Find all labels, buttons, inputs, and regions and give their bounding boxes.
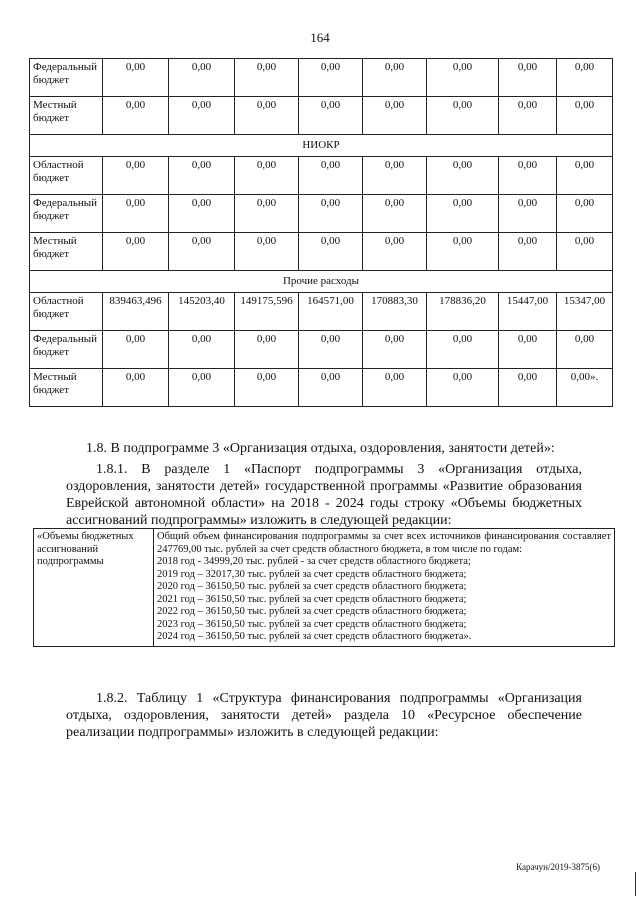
table-cell: 178836,20 (427, 293, 499, 331)
row-label: Федеральный бюджет (30, 59, 103, 97)
table-cell: 0,00 (499, 331, 557, 369)
table-cell: 0,00 (363, 59, 427, 97)
table-cell: 0,00 (235, 59, 299, 97)
table-cell: 0,00 (557, 157, 613, 195)
table-cell: 0,00 (103, 157, 169, 195)
table-cell: 0,00 (299, 233, 363, 271)
table-cell: 0,00 (557, 59, 613, 97)
volume-label: «Объемы бюджетных ассигнований подпрограммы (34, 529, 154, 647)
section-header: Прочие расходы (30, 271, 613, 293)
scan-edge-mark (635, 872, 636, 896)
table-cell: 0,00 (427, 233, 499, 271)
table-cell: 0,00 (363, 157, 427, 195)
year-line: 2018 год - 34999,20 тыс. рублей - за счет средств областного бюджета; (157, 556, 471, 567)
section-niokr (30, 135, 613, 157)
table-cell: 0,00 (169, 233, 235, 271)
table-cell: 0,00 (235, 369, 299, 407)
row-label: Областной бюджет (30, 157, 103, 195)
volume-intro: Общий объем финансирования подпрограммы за счет всех источников финансирования составляет 247769,00 тыс. рублей за счет средств областного бюджета, в том числе по годам: (157, 531, 611, 555)
table-cell: 164571,00 (299, 293, 363, 331)
volume-table (33, 528, 615, 647)
table-cell: 0,00 (299, 97, 363, 135)
row-label: Федеральный бюджет (30, 195, 103, 233)
section-other-expenses (30, 271, 613, 293)
volume-row (34, 529, 615, 647)
table-cell: 0,00 (169, 369, 235, 407)
table-cell: 0,00 (103, 233, 169, 271)
table-cell: 0,00 (557, 331, 613, 369)
table-cell: 0,00 (499, 195, 557, 233)
table-row (30, 195, 613, 233)
table-cell: 0,00 (103, 59, 169, 97)
table-cell: 0,00 (299, 195, 363, 233)
table-cell: 0,00 (427, 157, 499, 195)
page-number: 164 (310, 30, 330, 45)
row-label: Областной бюджет (30, 293, 103, 331)
table-cell: 0,00 (363, 369, 427, 407)
table-cell: 0,00 (235, 331, 299, 369)
table-cell: 0,00 (557, 233, 613, 271)
paragraph-1-8-2: 1.8.2. Таблицу 1 «Структура финансирования подпрограммы «Организация отдыха, оздоровления, занятости детей» раздела 10 «Ресурсное обеспечение реализации подпрограммы» изложить в следующей редакции: (66, 691, 582, 740)
year-line: 2022 год – 36150,50 тыс. рублей за счет средств областного бюджета; (157, 606, 467, 617)
table-cell: 0,00 (499, 233, 557, 271)
table-cell: 0,00 (299, 157, 363, 195)
table-cell: 0,00 (235, 233, 299, 271)
table-cell: 0,00 (235, 195, 299, 233)
table-cell: 0,00 (363, 233, 427, 271)
table-cell: 0,00 (103, 369, 169, 407)
year-line: 2019 год – 32017,30 тыс. рублей за счет средств областного бюджета; (157, 568, 467, 580)
table-cell: 0,00 (299, 59, 363, 97)
budget-table (29, 58, 613, 407)
year-line: 2020 год – 36150,50 тыс. рублей за счет средств областного бюджета; (157, 581, 467, 592)
table-cell: 15447,00 (499, 293, 557, 331)
table-cell: 0,00 (499, 369, 557, 407)
table-cell: 15347,00 (557, 293, 613, 331)
year-line: 2024 год – 36150,50 тыс. рублей за счет средств областного бюджета». (157, 631, 472, 642)
volume-years (157, 556, 611, 644)
table-cell: 0,00 (499, 97, 557, 135)
paragraph-1-8: 1.8. В подпрограмме 3 «Организация отдыха, оздоровления, занятости детей»: (86, 441, 555, 456)
table-cell: 0,00 (363, 331, 427, 369)
table-row (30, 157, 613, 195)
year-line: 2023 год – 36150,50 тыс. рублей за счет средств областного бюджета; (157, 618, 467, 630)
table-cell: 0,00 (235, 157, 299, 195)
table-cell: 0,00 (363, 195, 427, 233)
table-cell: 149175,596 (235, 293, 299, 331)
table-cell: 145203,40 (169, 293, 235, 331)
row-label: Местный бюджет (30, 97, 103, 135)
footer-code: Карачун/2019-3875(6) (516, 862, 600, 872)
table-cell: 0,00 (499, 157, 557, 195)
table-cell: 0,00 (427, 195, 499, 233)
paragraph-1-8-1: 1.8.1. В разделе 1 «Паспорт подпрограммы 3 «Организация отдыха, оздоровления, занятости детей» государственной программы «Развитие образования Еврейской автономной области» на 2018 - 2024 годы строку «Объемы бюджетных ассигнований подпрограммы» изложить в следующей редакции: (66, 462, 582, 528)
table-row (30, 293, 613, 331)
row-label: Федеральный бюджет (30, 331, 103, 369)
table-cell: 0,00 (103, 331, 169, 369)
table-cell: 0,00 (427, 97, 499, 135)
row-label: Местный бюджет (30, 233, 103, 271)
table-cell: 0,00 (103, 195, 169, 233)
table-cell: 0,00 (427, 369, 499, 407)
year-line: 2021 год – 36150,50 тыс. рублей за счет средств областного бюджета; (157, 593, 467, 605)
table-cell: 839463,496 (103, 293, 169, 331)
table-row (30, 59, 613, 97)
table-row (30, 369, 613, 407)
table-cell: 0,00 (363, 97, 427, 135)
table-cell: 0,00 (169, 59, 235, 97)
table-cell: 170883,30 (363, 293, 427, 331)
table-row (30, 331, 613, 369)
table-cell: 0,00 (499, 59, 557, 97)
table-row (30, 97, 613, 135)
section-header: НИОКР (30, 135, 613, 157)
table-cell: 0,00 (169, 97, 235, 135)
table-cell: 0,00 (103, 97, 169, 135)
table-cell: 0,00 (169, 195, 235, 233)
table-cell: 0,00 (169, 331, 235, 369)
table-cell: 0,00 (299, 369, 363, 407)
table-cell: 0,00 (235, 97, 299, 135)
row-label: Местный бюджет (30, 369, 103, 407)
table-cell: 0,00 (557, 97, 613, 135)
table-row (30, 233, 613, 271)
table-cell: 0,00 (427, 331, 499, 369)
table-cell: 0,00». (557, 369, 613, 407)
volume-content (154, 529, 615, 647)
table-cell: 0,00 (427, 59, 499, 97)
table-cell: 0,00 (299, 331, 363, 369)
table-cell: 0,00 (557, 195, 613, 233)
table-cell: 0,00 (169, 157, 235, 195)
